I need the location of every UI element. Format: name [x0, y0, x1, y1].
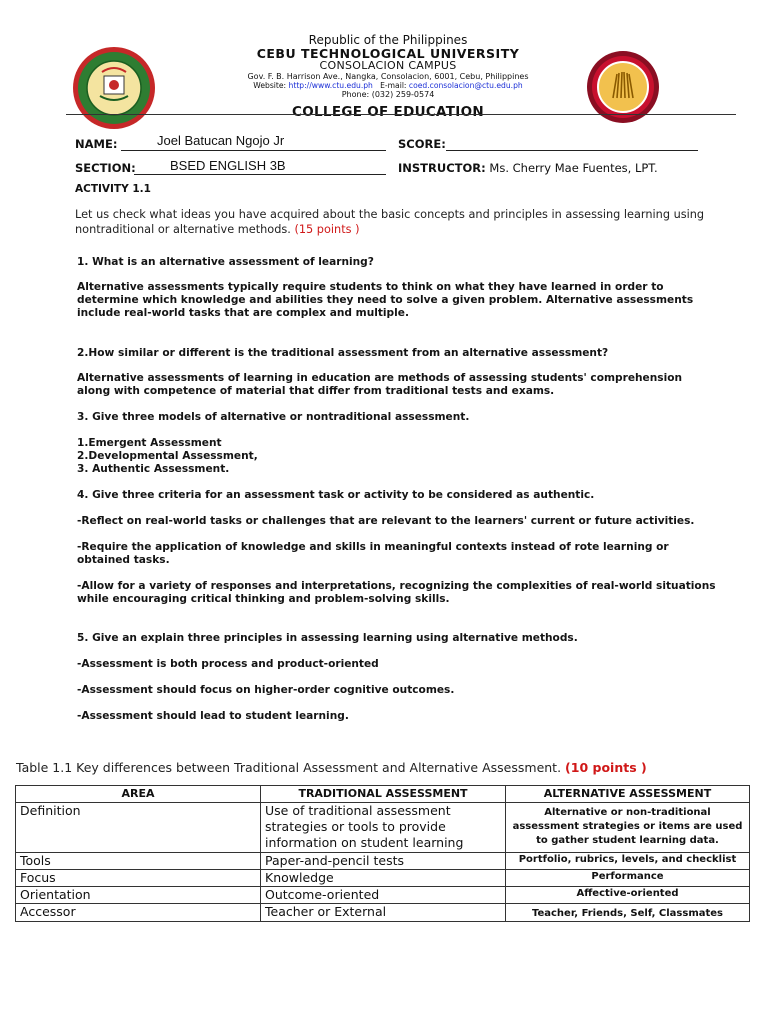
instructor-line — [398, 161, 658, 175]
phone-line: Phone: (032) 259-0574 — [341, 90, 435, 99]
row-tools-alternative: Portfolio, rubrics, levels, and checklist — [506, 853, 750, 870]
answer-4-item-2: -Require the application of knowledge and skills in meaningful contexts instead of rote learning or obtained tasks. — [77, 541, 669, 566]
answer-2: Alternative assessments of learning in education are methods of assessing students' comprehension along with competence of material that differ from traditional tests and exams. — [77, 372, 683, 397]
row-tools-traditional: Paper-and-pencil tests — [261, 853, 506, 870]
header-area: AREA — [16, 786, 261, 803]
section-value[interactable]: BSED ENGLISH 3B — [170, 158, 286, 173]
table-row — [16, 803, 750, 853]
score-field-line[interactable] — [446, 134, 698, 151]
row-focus-area: Focus — [16, 870, 261, 887]
intro-points: (15 points ) — [294, 223, 360, 236]
answer-5-item-3: -Assessment should lead to student learning. — [77, 710, 349, 722]
email-link[interactable]: coed.consolacion@ctu.edu.ph — [408, 81, 523, 90]
university-name: CEBU TECHNOLOGICAL UNIVERSITY — [256, 46, 520, 61]
row-orientation-traditional: Outcome-oriented — [261, 887, 506, 904]
intro-text: Let us check what ideas you have acquired about the basic concepts and principles in assessing learning using nontraditional or alternative methods. — [75, 208, 705, 236]
row-definition-alternative: Alternative or non-traditional assessment strategies or items are used to gather student learning data. — [506, 803, 750, 853]
row-accessor-alternative: Teacher, Friends, Self, Classmates — [506, 904, 750, 922]
row-orientation-area: Orientation — [16, 887, 261, 904]
asean-logo — [586, 50, 660, 124]
republic-line: Republic of the Philippines — [308, 33, 468, 47]
document-header — [0, 28, 768, 124]
instructor-label: INSTRUCTOR: — [398, 161, 486, 175]
answer-1: Alternative assessments typically require students to think on what they have learned in order to determine which knowledge and abilities they need to solve a given problem. Alternative assessments include real-world tasks that are complex and multiple. — [77, 281, 694, 319]
answer-4-item-1: -Reflect on real-world tasks or challenges that are relevant to the learners' current or future activities. — [77, 515, 695, 527]
table-caption-text: Table 1.1 Key differences between Traditional Assessment and Alternative Assessment. — [16, 760, 562, 775]
activity-title: ACTIVITY 1.1 — [75, 183, 151, 195]
university-seal-logo — [72, 46, 156, 130]
table-header-row — [16, 786, 750, 803]
instructor-value: Ms. Cherry Mae Fuentes, LPT. — [489, 161, 658, 175]
contact-line — [180, 81, 596, 90]
row-orientation-alternative: Affective-oriented — [506, 887, 750, 904]
table-row — [16, 853, 750, 870]
answer-3-item-3: 3. Authentic Assessment. — [77, 463, 230, 475]
name-value[interactable]: Joel Batucan Ngojo Jr — [157, 133, 285, 148]
website-label: Website: — [253, 81, 287, 90]
answer-3-item-2: 2.Developmental Assessment, — [77, 450, 258, 462]
table-row — [16, 870, 750, 887]
name-label: NAME: — [75, 137, 118, 151]
comparison-table — [15, 785, 750, 922]
row-focus-alternative: Performance — [506, 870, 750, 887]
address-line: Gov. F. B. Harrison Ave., Nangka, Consolacion, 6001, Cebu, Philippines — [247, 72, 529, 81]
question-4: 4. Give three criteria for an assessment task or activity to be considered as authentic. — [77, 489, 595, 501]
question-5: 5. Give an explain three principles in assessing learning using alternative methods. — [77, 632, 578, 644]
row-accessor-area: Accessor — [16, 904, 261, 922]
score-label: SCORE: — [398, 137, 446, 151]
campus-name: CONSOLACION CAMPUS — [319, 59, 457, 72]
table-row — [16, 904, 750, 922]
row-focus-traditional: Knowledge — [261, 870, 506, 887]
answer-4-item-3: -Allow for a variety of responses and interpretations, recognizing the complexities of real-world situations while encouraging critical thinking and problem-solving skills. — [77, 580, 716, 605]
college-title: COLLEGE OF EDUCATION — [292, 104, 484, 120]
question-1: 1. What is an alternative assessment of learning? — [77, 256, 374, 268]
website-link[interactable]: http://www.ctu.edu.ph — [288, 81, 373, 90]
table-caption — [16, 760, 647, 775]
table-points: (10 points ) — [565, 760, 647, 775]
row-tools-area: Tools — [16, 853, 261, 870]
email-label: E-mail: — [380, 81, 407, 90]
answer-5-item-1: -Assessment is both process and product-oriented — [77, 658, 379, 670]
row-accessor-traditional: Teacher or External — [261, 904, 506, 922]
answer-5-item-2: -Assessment should focus on higher-order cognitive outcomes. — [77, 684, 455, 696]
row-definition-traditional: Use of traditional assessment strategies or tools to provide information on student learning — [261, 803, 506, 853]
answer-3-item-1: 1.Emergent Assessment — [77, 437, 222, 449]
activity-intro — [75, 207, 715, 237]
header-divider — [66, 114, 736, 115]
table-row — [16, 887, 750, 904]
header-alternative: ALTERNATIVE ASSESSMENT — [506, 786, 750, 803]
question-2: 2.How similar or different is the traditional assessment from an alternative assessment? — [77, 347, 609, 359]
question-3: 3. Give three models of alternative or nontraditional assessment. — [77, 411, 470, 423]
row-definition-area: Definition — [16, 803, 261, 853]
section-label: SECTION: — [75, 161, 136, 175]
header-traditional: TRADITIONAL ASSESSMENT — [261, 786, 506, 803]
